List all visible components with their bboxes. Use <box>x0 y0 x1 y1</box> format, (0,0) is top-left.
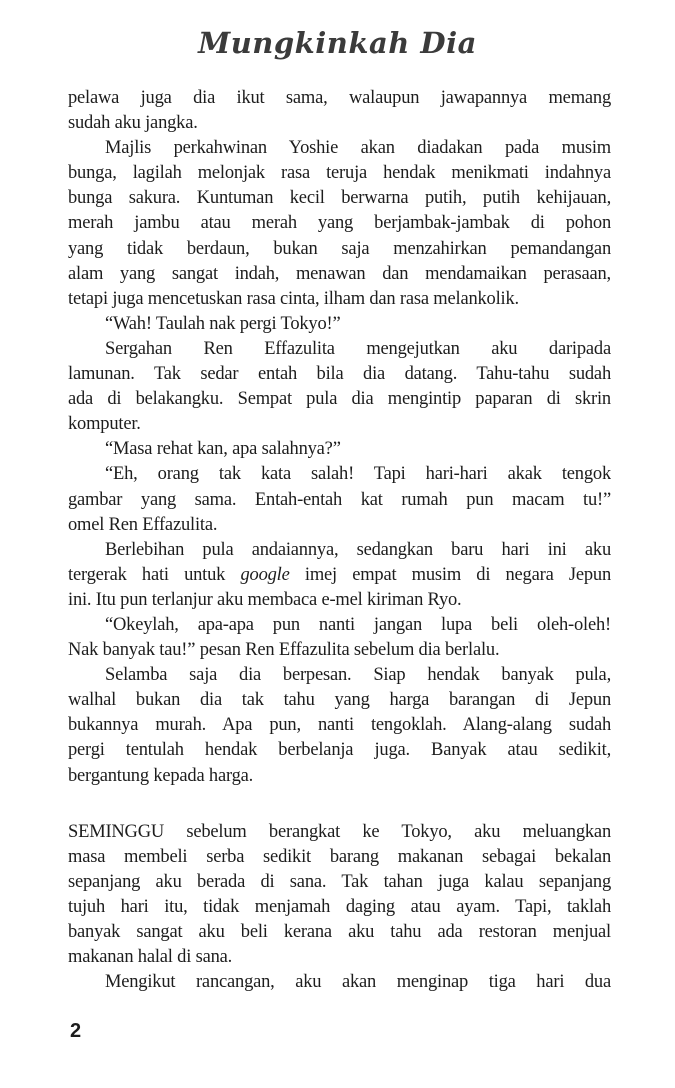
text-line: ada di belakangku. Sempat pula dia mengintip paparan di skrin <box>68 389 611 410</box>
paragraph <box>68 437 611 462</box>
page-number: 2 <box>70 1020 82 1042</box>
text-line: merah jambu atau merah yang berjambak-jambak di pohon <box>68 213 611 234</box>
text-line: lamunan. Tak sedar entah bila dia datang. Tahu-tahu sudah <box>68 364 611 385</box>
paragraph <box>68 86 611 136</box>
text-line: “Wah! Taulah nak pergi Tokyo!” <box>105 313 341 334</box>
text-segment: tergerak hati untuk <box>68 564 241 585</box>
text-line: Selamba saja dia berpesan. Siap hendak banyak pula, <box>105 665 611 686</box>
text-line: tujuh hari itu, tidak menjamah daging atau ayam. Tapi, taklah <box>68 896 611 917</box>
text-line: makanan halal di sana. <box>68 947 233 968</box>
text-line <box>68 563 611 588</box>
text-line: gambar yang sama. Entah-entah kat rumah pun macam tu!” <box>68 489 611 510</box>
text-line: “Eh, orang tak kata salah! Tapi hari-hari akak tengok <box>105 464 611 485</box>
text-line: sudah aku jangka. <box>68 113 198 134</box>
paragraph <box>68 970 611 995</box>
text-line: omel Ren Effazulita. <box>68 514 218 535</box>
text-line: pelawa juga dia ikut sama, walaupun jawapannya memang <box>68 88 611 108</box>
text-line: alam yang sangat indah, menawan dan mendamaikan perasaan, <box>68 263 611 284</box>
text-line: pergi tentulah hendak berbelanja juga. Banyak atau sedikit, <box>68 740 611 761</box>
text-line: sepanjang aku berada di sana. Tak tahan juga kalau sepanjang <box>68 871 611 892</box>
running-head-title: Mungkinkah Dia <box>198 26 477 60</box>
text-line: bunga, lagilah melonjak rasa teruja hendak menikmati indahnya <box>68 163 611 184</box>
italic-text: google <box>240 564 290 585</box>
text-line: yang tidak berdaun, bukan saja menzahirkan pemandangan <box>68 238 611 259</box>
text-line: Mengikut rancangan, aku akan menginap tiga hari dua <box>105 972 611 993</box>
text-line: “Okeylah, apa-apa pun nanti jangan lupa beli oleh-oleh! <box>105 614 611 635</box>
text-line: tetapi juga mencetuskan rasa cinta, ilham dan rasa melankolik. <box>68 288 519 309</box>
text-line: komputer. <box>68 414 141 435</box>
text-line: Majlis perkahwinan Yoshie akan diadakan pada musim <box>105 138 611 159</box>
text-line: banyak sangat aku beli kerana aku tahu ada restoran menjual <box>68 922 611 942</box>
text-line: ini. Itu pun terlanjur aku membaca e-mel kiriman Ryo. <box>68 589 462 610</box>
text-line: masa membeli serba sedikit barang makanan sebagai bekalan <box>68 846 611 867</box>
text-line: bergantung kepada harga. <box>68 765 254 786</box>
text-line: SEMINGGU sebelum berangkat ke Tokyo, aku meluangkan <box>68 821 611 842</box>
text-line: Berlebihan pula andaiannya, sedangkan baru hari ini aku <box>105 539 611 560</box>
paragraph <box>68 613 611 663</box>
page-body <box>68 86 611 995</box>
paragraph <box>68 820 611 971</box>
paragraph <box>68 312 611 337</box>
text-line: Sergahan Ren Effazulita mengejutkan aku daripada <box>105 338 611 359</box>
paragraph <box>68 538 611 613</box>
paragraph <box>68 337 611 437</box>
paragraph <box>68 462 611 537</box>
paragraph <box>68 663 611 788</box>
text-line: “Masa rehat kan, apa salahnya?” <box>105 439 341 460</box>
text-line: bunga sakura. Kuntuman kecil berwarna putih, putih kehijauan, <box>68 188 611 209</box>
text-line: Nak banyak tau!” pesan Ren Effazulita sebelum dia berlalu. <box>68 640 500 661</box>
paragraph <box>68 136 611 312</box>
text-segment: imej empat musim di negara Jepun <box>289 564 611 585</box>
text-line: walhal bukan dia tak tahu yang harga barangan di Jepun <box>68 690 611 711</box>
text-line: bukannya murah. Apa pun, nanti tengoklah. Alang-alang sudah <box>68 715 611 736</box>
